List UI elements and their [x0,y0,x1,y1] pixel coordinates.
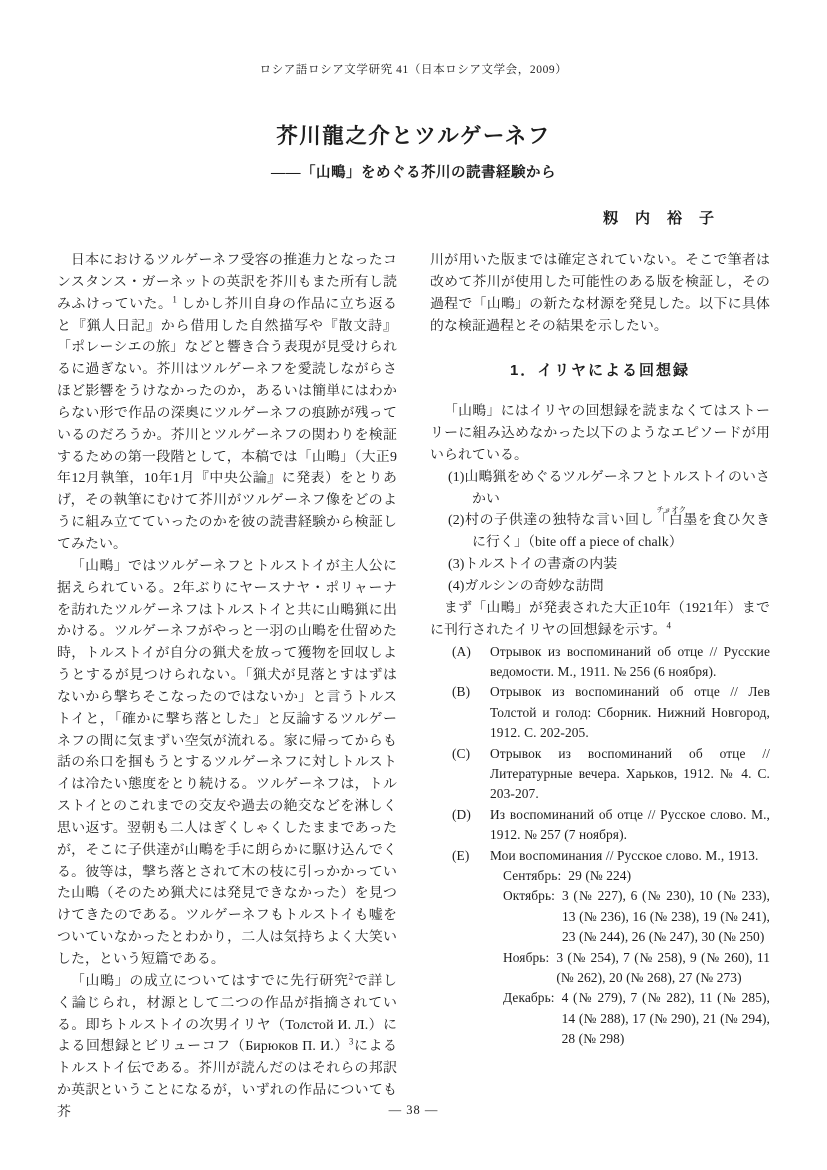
bibliography-item [452,846,770,1050]
issue-numbers: 3 (№ 227), 6 (№ 230), 10 (№ 233), 13 (№ 236), 16 (№ 238), 19 (№ 241), 23 (№ 244), 26 (№ 247), 30 (№ 250) [561,888,770,945]
list-item: (1)山鴫猟をめぐるツルゲーネフとトルストイのいさかい [448,469,770,507]
bib-text [490,642,770,683]
bib-subentry [503,866,770,886]
bibliography-item [452,744,770,805]
month-label: Ноябрь: [503,949,550,965]
month-label: Октябрь: [503,888,555,904]
bib-label: (A) [452,643,471,659]
bib-subentry [503,886,770,947]
bib-text [490,846,770,1050]
bib-citation: Из воспоминаний об отце // Русское слово. М., 1912. № 257 (7 ноября). [490,806,770,843]
left-column [57,250,397,1124]
bibliography-list [430,642,770,1050]
paragraph: 日本におけるツルゲーネフ受容の推進力となったコンスタンス・ガーネットの英訳を芥川もまた所有し読みふけっていた。$^1$ しかし芥川自身の作品に立ち返ると『猟人日記』から借用した自然描写や『散文詩』「ポレーシエの旅」などと響き合う表現が見受けられるに過ぎない。芥川はツルゲーネフを愛読しながらさほど影響をうけなかったのか，あるいは簡単にはわからない形で作品の深奥にツルゲーネフの痕跡が残っているのだろうか。芥川とツルゲーネフの関わりを検証するための第一段階として，本稿では「山鴫」（大正9年12月執筆，10年1月『中央公論』に発表）をとりあげ，その執筆にむけて芥川がツルゲーネフ像をどのように組み立てていったのかを彼の読書経験から検証してみたい。 [57,253,397,552]
paragraph: 「山鴫」ではツルゲーネフとトルストイが主人公に据えられている。2年ぶりにヤースナヤ・ポリャーナを訪れたツルゲーネフはトルストイと共に山鴫猟に出かける。ツルゲーネフがやっと一羽の山鴫を仕留めた時，トルストイが自分の猟犬を放って獲物を回収しようとするが見つけられない。「猟犬が見落とすはずはないから撃ちそこなったのではないか」と言うトルストイと，「確かに撃ち落とした」と反論するツルゲーネフの間に気まずい空気が流れる。家に帰ってからも話の糸口を掴もうとするツルゲーネフに対しトルストイは冷たい態度をとり続ける。ツルゲーネフは，トルストイとのこれまでの交友や過去の絶交などを淋しく思い返す。翌朝も二人はぎくしゃくしたままであったが，そこに子供達が山鴫を手に朗らかに駆け込んでくる。彼等は，撃ち落とされて木の枝に引っかかっていた山鴫（そのため猟犬には発見できなかった）を見つけてきたのである。ツルゲーネフもトルストイも嘘をついていなかったとわかり，二人は気持ちよく大笑いした，という短篇である。 [57,558,397,967]
two-column-body [57,250,770,1124]
paper-title: 芥川龍之介とツルゲーネフ [276,124,551,148]
list-item: (2)村の子供達の独特な言い回し「白墨 チョオク を食ひ欠きに行く」（bite off a piece of chalk） [448,504,770,551]
issue-numbers: 29 (№ 224) [568,867,632,883]
footnote-marker: 1 [172,294,178,305]
bibliography-item [452,805,770,846]
bib-label: (E) [452,847,470,863]
bib-subentry [503,948,770,989]
bib-label: (D) [452,806,471,822]
list-item: (4)ガルシンの奇妙な訪問 [448,578,604,594]
footnote-marker: 3 [348,1036,354,1047]
bibliography-item [452,642,770,683]
bib-text [490,805,770,846]
bibliography-item [452,682,770,743]
bib-label: (B) [452,684,471,700]
footnote-marker: 4 [666,620,672,631]
paragraph: 「山鴫」にはイリヤの回想録を読まなくてはストーリーに組み込めなかった以下のようなエピソードが用いられている。 [430,404,770,463]
paper-subtitle: ――「山鴫」をめぐる芥川の読書経験から [271,165,556,181]
bib-citation: Отрывок из воспоминаний об отце // Русские ведомости. М., 1911. № 256 (6 ноября). [490,643,770,679]
right-column [430,250,770,1124]
list-item: (3)トルストイの書斎の内装 [448,557,618,573]
bib-label: (C) [452,745,471,761]
journal-header: ロシア語ロシア文学研究 41（日本ロシア文学会，2009） [259,64,568,76]
month-label: Сентябрь: [503,867,562,883]
ruby-text: チョオク [656,504,687,514]
page-number: — 38 — [388,1103,439,1117]
ruby-annotated-word: 白墨 チョオク [656,504,698,529]
bib-citation: Мои воспоминания // Русское слово. М., 1913. [490,847,759,863]
author-name: 籾 内 裕 子 [602,211,715,227]
paragraph: まず「山鴫」が発表された大正10年（1921年）までに刊行されたイリヤの回想録を示す。$^4$ [430,600,770,638]
month-label: Декабрь: [503,990,555,1006]
section-heading: 1．イリヤによる回想録 [509,362,691,380]
episode-list [430,467,770,598]
issue-numbers: 3 (№ 254), 7 (№ 258), 9 (№ 260), 11 (№ 262), 20 (№ 268), 27 (№ 273) [556,949,770,985]
bib-citation: Отрывок из воспоминаний об отце // Лев Толстой и голод: Сборник. Нижний Новгород, 1912. С. 202-205. [490,684,770,741]
footnote-marker: 2 [348,971,354,982]
bib-subentry [503,988,770,1049]
issue-numbers: 4 (№ 279), 7 (№ 282), 11 (№ 285), 14 (№ 288), 17 (№ 290), 21 (№ 294), 28 (№ 298) [561,990,770,1047]
bib-citation: Отрывок из воспоминаний об отце // Литературные вечера. Харьков, 1912. № 4. С. 203-207. [490,745,770,802]
paragraph: 川が用いた版までは確定されていない。そこで筆者は改めて芥川が使用した可能性のある版を検証し，その過程で「山鴫」の新たな材源を発見した。以下に具体的な検証過程とその結果を示したい。 [430,253,770,334]
bib-text [490,682,770,743]
paragraph: 「山鴫」の成立についてはすでに先行研究$^2$で詳しく論じられ，材源として二つの作品が指摘されている。即ちトルストイの次男イリヤ（Толстой И. Л.）による回想録とビリューコフ（Бирюков П. И.）$^3$によるトルストイ伝である。芥川が読んだのはそれらの邦訳か英訳ということになるが，いずれの作品についても芥 [57,971,397,1120]
bib-text [490,744,770,805]
